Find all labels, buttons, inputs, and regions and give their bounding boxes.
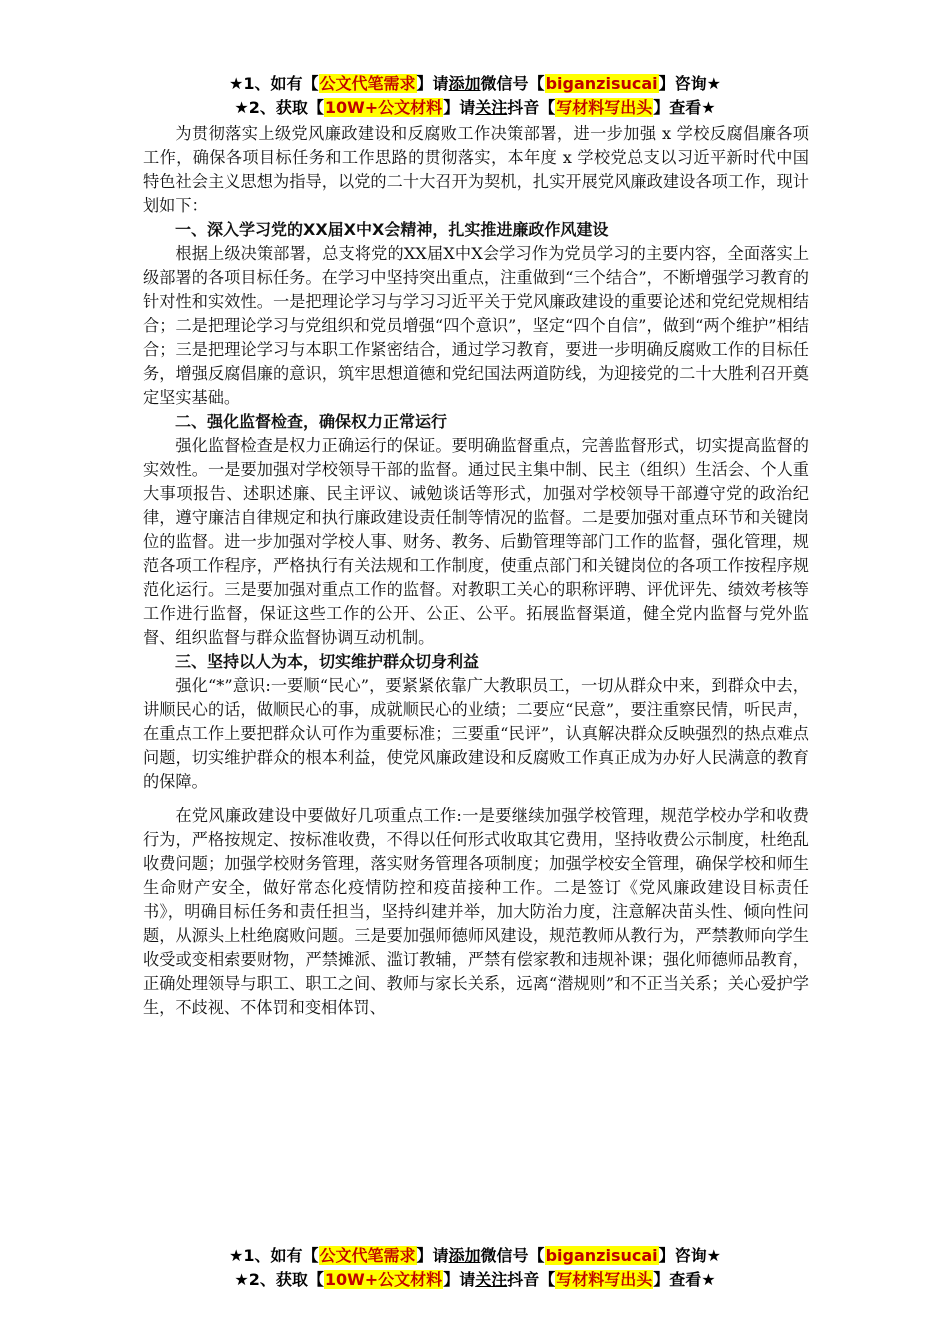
banner-text: 微信号【 — [480, 1246, 545, 1265]
highlight-materials: 10W+公文材料 — [324, 98, 443, 117]
banner-text: 】查看★ — [653, 98, 716, 117]
highlight-wechat-id: biganzisucai — [545, 1246, 658, 1265]
highlight-materials: 10W+公文材料 — [324, 1270, 443, 1289]
banner-text: 】请 — [443, 98, 476, 117]
banner-text-underlined: 关注 — [475, 98, 508, 117]
highlight-douyin-account: 写材料写出头 — [556, 1270, 653, 1289]
section-heading-3: 三、坚持以人为本，切实维护群众切身利益 — [175, 652, 480, 671]
section-paragraph-3: 强化“*”意识:一要顺“民心”，要紧紧依靠广大教职员工，一切从群众中来，到群众中去，讲顺民心的话，做顺民心的事，成就顺民心的业绩；二要应“民意”，要注重察民情，听民声，在重点工作上要把群众认可作为重要标准；三要重“民评”，认真解决群众反映强烈的热点难点问题，切实维护群众的根本利益，使党风廉政建设和反腐败工作真正成为办好人民满意的教育的保障。 — [143, 676, 809, 791]
banner-line-2 — [0, 1268, 950, 1292]
banner-line-1 — [0, 72, 950, 96]
section-paragraph-1: 根据上级决策部署，总支将党的XX届X中X会学习作为党员学习的主要内容，全面落实上级部署的各项目标任务。在学习中坚持突出重点，注重做到“三个结合”，不断增强学习教育的针对性和实效性。一是把理论学习与学习习近平关于党风廉政建设的重要论述和党纪党规相结合；二是把理论学习与党组织和党员增强“四个意识”，坚定“四个自信”，做到“两个维护”相结合；三是把理论学习与本职工作紧密结合，通过学习教育，要进一步明确反腐败工作的目标任务，增强反腐倡廉的意识，筑牢思想道德和党纪国法两道防线，为迎接党的二十大胜利召开奠定坚实基础。 — [143, 244, 809, 407]
banner-text: 】请 — [443, 1270, 476, 1289]
intro-paragraph: 为贯彻落实上级党风廉政建设和反腐败工作决策部署，进一步加强 x 学校反腐倡廉各项工作，确保各项目标任务和工作思路的贯彻落实，本年度 x 学校党总支以习近平新时代中国特色社会主义思想为指导，以党的二十大召开为契机，扎实开展党风廉政建设各项工作，现计划如下： — [143, 124, 809, 215]
banner-text: 】请 — [416, 74, 449, 93]
banner-text-underlined: 添加 — [448, 74, 481, 93]
footer-banner — [0, 1244, 950, 1292]
header-banner — [0, 72, 950, 120]
banner-text: ★1、如有【 — [229, 74, 319, 93]
banner-text: ★1、如有【 — [229, 1246, 319, 1265]
banner-text-underlined: 添加 — [448, 1246, 481, 1265]
section-heading-1: 一、深入学习党的XX届X中X会精神，扎实推进廉政作风建设 — [175, 220, 609, 239]
highlight-service: 公文代笔需求 — [319, 1246, 416, 1265]
paragraph-gap — [143, 794, 809, 804]
banner-text: 】查看★ — [653, 1270, 716, 1289]
banner-text: 】咨询★ — [658, 74, 721, 93]
section-heading-2: 二、强化监督检查，确保权力正常运行 — [175, 412, 448, 431]
banner-text: 微信号【 — [480, 74, 545, 93]
banner-text: ★2、获取【 — [234, 98, 324, 117]
section-paragraph-4: 在党风廉政建设中要做好几项重点工作:一是要继续加强学校管理，规范学校办学和收费行为，严格按规定、按标准收费，不得以任何形式收取其它费用，坚持收费公示制度，杜绝乱收费问题；加强学校财务管理，落实财务管理各项制度；加强学校安全管理，确保学校和师生生命财产安全，做好常态化疫情防控和疫苗接种工作。二是签订《党风廉政建设目标责任书》，明确目标任务和责任担当，坚持纠建并举，加大防治力度，注意解决苗头性、倾向性问题，从源头上杜绝腐败问题。三是要加强师德师风建设，规范教师从教行为，严禁教师向学生收受或变相索要财物，严禁摊派、滥订教辅，严禁有偿家教和违规补课；强化师德师品教育，正确处理领导与职工、职工之间、教师与家长关系，远离“潜规则”和不正当关系；关心爱护学生，不歧视、不体罚和变相体罚、 — [143, 806, 809, 1017]
banner-text: 】请 — [416, 1246, 449, 1265]
highlight-douyin-account: 写材料写出头 — [556, 98, 653, 117]
banner-text: ★2、获取【 — [234, 1270, 324, 1289]
highlight-service: 公文代笔需求 — [319, 74, 416, 93]
highlight-wechat-id: biganzisucai — [545, 74, 658, 93]
banner-text: 抖音【 — [507, 1270, 556, 1289]
banner-text: 抖音【 — [507, 98, 556, 117]
banner-text-underlined: 关注 — [475, 1270, 508, 1289]
banner-text: 】咨询★ — [658, 1246, 721, 1265]
banner-line-2 — [0, 96, 950, 120]
document-body — [143, 122, 809, 1020]
banner-line-1 — [0, 1244, 950, 1268]
section-paragraph-2: 强化监督检查是权力正确运行的保证。要明确监督重点，完善监督形式，切实提高监督的实效性。一是要加强对学校领导干部的监督。通过民主集中制、民主（组织）生活会、个人重大事项报告、述职述廉、民主评议、诫勉谈话等形式，加强对学校领导干部遵守党的政治纪律，遵守廉洁自律规定和执行廉政建设责任制等情况的监督。二是要加强对重点环节和关键岗位的监督。进一步加强对学校人事、财务、教务、后勤管理等部门工作的监督，强化管理，规范各项工作程序，严格执行有关法规和工作制度，使重点部门和关键岗位的各项工作按程序规范化运行。三是要加强对重点工作的监督。对教职工关心的职称评聘、评优评先、绩效考核等工作进行监督，保证这些工作的公开、公正、公平。拓展监督渠道，健全党内监督与党外监督、组织监督与群众监督协调互动机制。 — [143, 436, 809, 647]
